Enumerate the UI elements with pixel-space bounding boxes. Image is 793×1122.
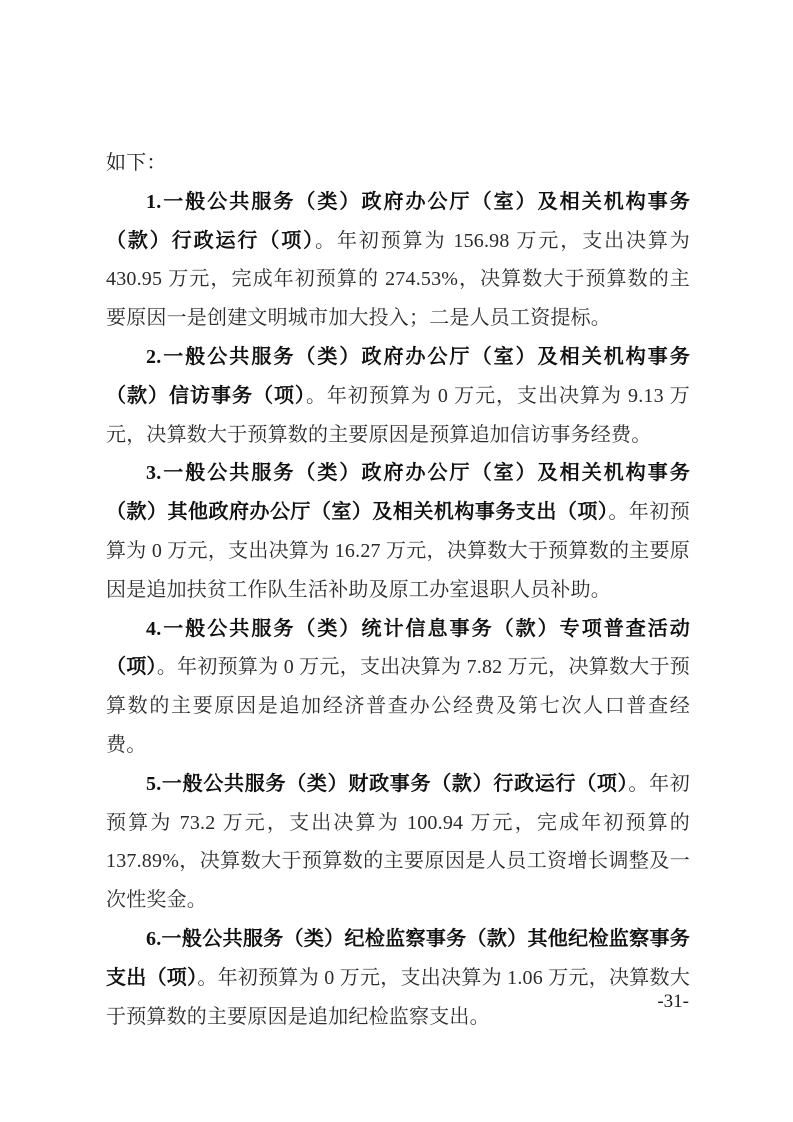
budget-item-body-6: 。年初预算为 0 万元，支出决算为 1.06 万元，决算数大于预算数的主要原因是追加纪检监察支出。 (106, 966, 691, 1028)
budget-item-body-3: 。年初预算为 0 万元，支出决算为 16.27 万元，决算数大于预算数的主要原因是追加扶贫工作队生活补助及原工办室退职人员补助。 (106, 501, 690, 601)
budget-item-heading-1: 1.一般公共服务（类）政府办公厅（室）及相关机构事务（款）行政运行（项） (106, 190, 690, 252)
budget-item-heading-2: 2.一般公共服务（类）政府办公厅（室）及相关机构事务（款）信访事务（项） (106, 345, 690, 407)
budget-item-heading-4: 4.一般公共服务（类）统计信息事务（款）专项普查活动（项） (106, 617, 690, 679)
budget-item-paragraph-2 (106, 338, 690, 454)
budget-item-body-5: 。年初预算为 73.2 万元，支出决算为 100.94 万元，完成年初预算的 137.89%，决算数大于预算数的主要原因是人员工资增长调整及一次性奖金。 (106, 772, 691, 912)
document-content (106, 144, 690, 1036)
budget-item-paragraph-5 (106, 765, 690, 920)
budget-item-body-1: 。年初预算为 156.98 万元，支出决算为 430.95 万元，完成年初预算的 274.53%，决算数大于预算数的主要原因一是创建文明城市加大投入；二是人员工资提标。 (106, 229, 691, 330)
budget-item-body-4: 。年初预算为 0 万元，支出决算为 7.82 万元，决算数大于预算数的主要原因是追加经济普查办公经费及第七次人口普查经费。 (106, 656, 690, 756)
budget-item-paragraph-1 (106, 183, 690, 338)
budget-item-heading-5: 5.一般公共服务（类）财政事务（款）行政运行（项） (146, 772, 629, 795)
page-number: -31- (657, 991, 689, 1012)
intro-line: 如下： (106, 152, 167, 174)
budget-item-body-2: 。年初预算为 0 万元，支出决算为 9.13 万元，决算数大于预算数的主要原因是预算追加信访事务经费。 (106, 384, 691, 446)
budget-item-paragraph-3 (106, 454, 690, 609)
budget-item-heading-3: 3.一般公共服务（类）政府办公厅（室）及相关机构事务（款）其他政府办公厅（室）及相关机构事务支出（项） (106, 462, 690, 524)
budget-item-paragraph-4 (106, 610, 690, 765)
budget-item-paragraph-6 (106, 920, 690, 1036)
budget-item-heading-6: 6.一般公共服务（类）纪检监察事务（款）其他纪检监察事务支出（项） (106, 927, 690, 989)
